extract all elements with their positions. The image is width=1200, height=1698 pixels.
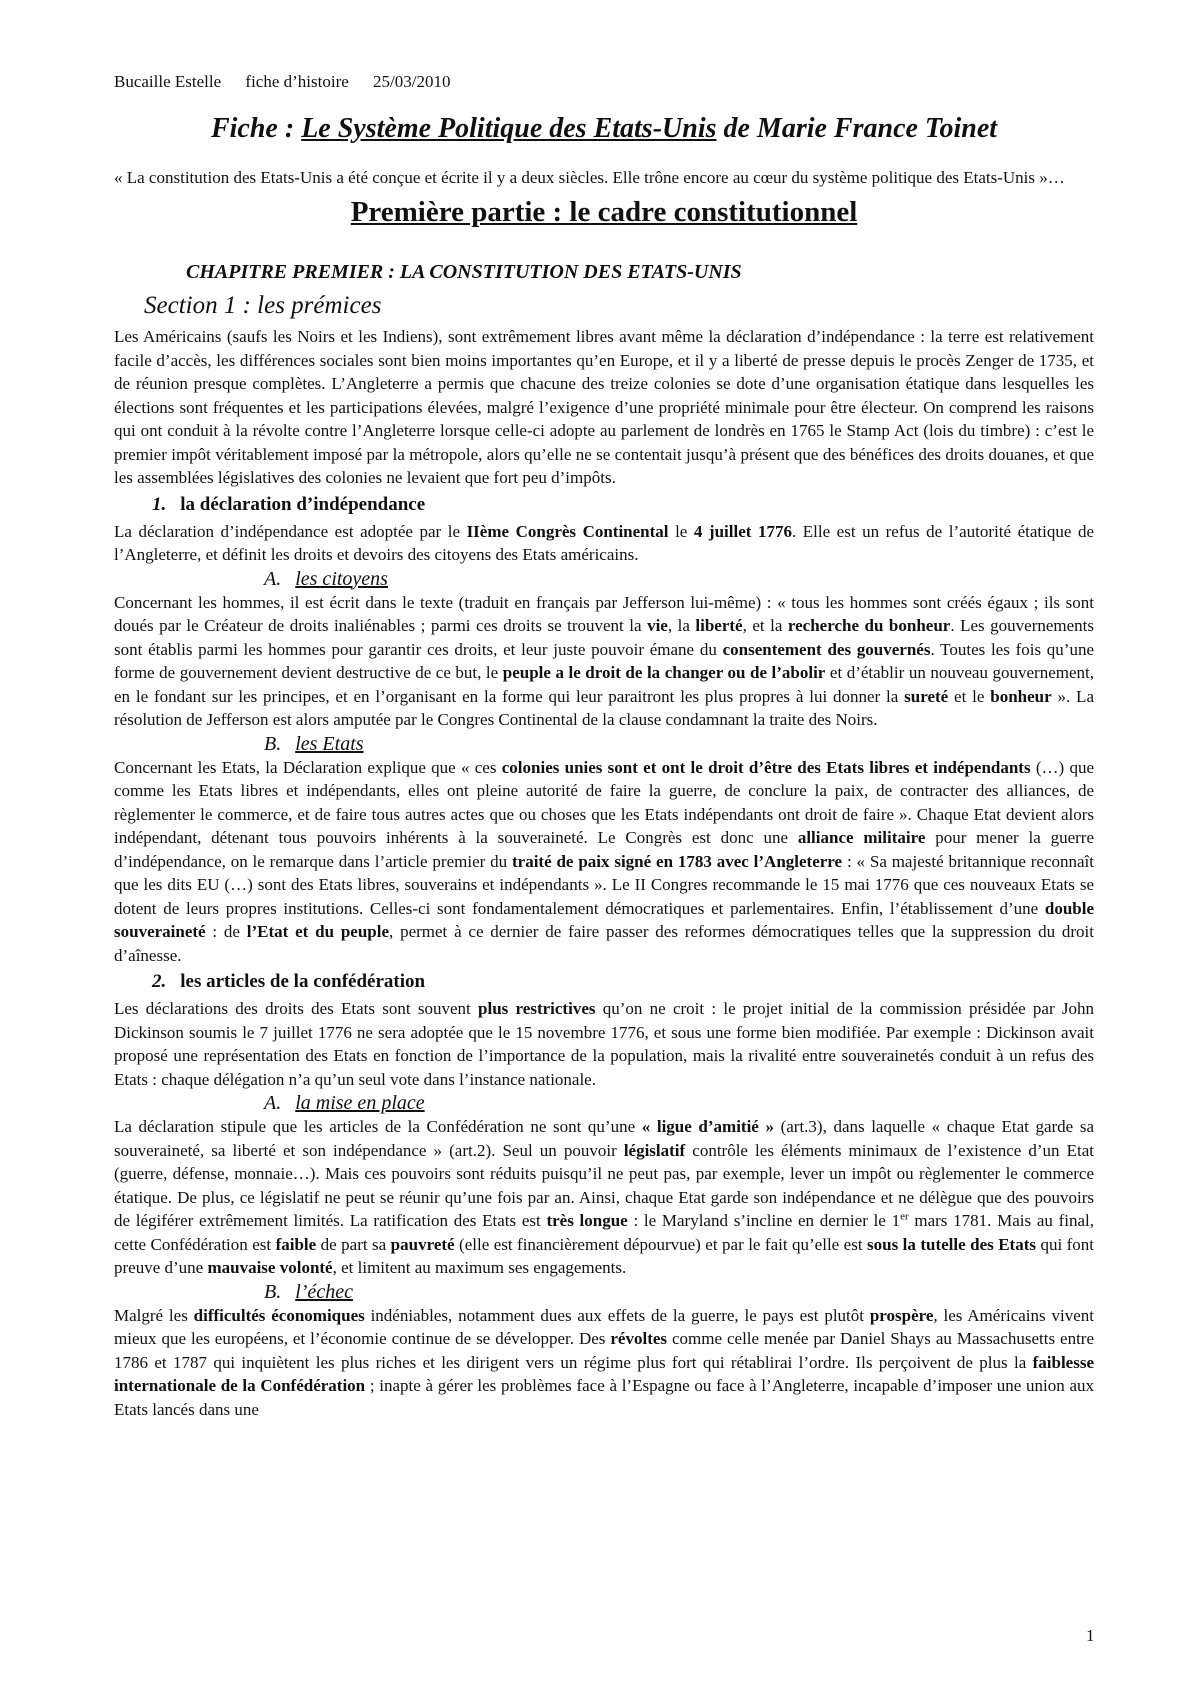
section1-paragraph: Les Américains (saufs les Noirs et les Indiens), sont extrêmement libres avant même la déclaration d’indépendance : la terre est relativement facile d’accès, les différences sociales sont bien moins importantes qu’en Europe, et il y a liberté de presse depuis le procès Zenger de 1735, et de réunion presque complètes. L’Angleterre a permis que chacune des treize colonies se dote d’une organisation étatique dans lesquelles les élections sont fréquentes et les participations élevées, malgré l’exigence d’une propriété minimale pour être électeur. On comprend les raisons qui ont conduit à la révolte contre l’Angleterre lorsque celle-ci adopte au parlement de londrès en 1765 le Stamp Act (lois du timbre) : c’est le premier impôt véritablement imposé par la métropole, alors qu’elle ne se contentait jusqu’à présent que des bénéfices des droits douanes, et que les assemblées législatives des colonies ne levaient que fort peu d’impôts. bbox=[114, 327, 1094, 487]
emphasis: colonies unies sont et ont le droit d’être des Etats libres et indépendants bbox=[501, 757, 1031, 777]
page-number: 1 bbox=[1086, 1626, 1095, 1645]
heading-number: 2. bbox=[152, 971, 167, 992]
emphasis: IIème Congrès Continental bbox=[466, 521, 669, 541]
text: : le Maryland s’incline en dernier le 1 bbox=[627, 1211, 901, 1230]
heading-text: la déclaration d’indépendance bbox=[180, 493, 426, 515]
emphasis: difficultés économiques bbox=[193, 1305, 365, 1325]
title-suffix: de Marie France Toinet bbox=[716, 112, 998, 144]
text: mars 1781. Mais au final, cette Confédération est bbox=[114, 1211, 1095, 1254]
text: indéniables, notamment dues aux effets de la guerre, le pays est plutôt bbox=[364, 1305, 870, 1325]
etats-paragraph bbox=[114, 756, 1094, 968]
emphasis: consentement des gouvernés bbox=[722, 639, 931, 659]
text: ; inapte à gérer les problèmes face à l’Espagne ou face à l’Angleterre, incapable d’imposer une union aux Etats lancés dans une bbox=[114, 1376, 1094, 1419]
emphasis: pauvreté bbox=[390, 1234, 455, 1254]
mise-en-place-paragraph bbox=[114, 1115, 1094, 1280]
subheading-letter: A. bbox=[264, 1092, 282, 1114]
emphasis: l’Etat et du peuple bbox=[246, 922, 390, 941]
header-line bbox=[114, 70, 1094, 94]
text: Concernant les Etats, la Déclaration explique que « ces bbox=[114, 757, 502, 777]
part-title: Première partie : le cadre constitutionnel bbox=[350, 196, 858, 228]
text: La déclaration stipule que les articles de la Confédération ne sont qu’une bbox=[114, 1117, 642, 1136]
subheading-mise-en-place bbox=[264, 1091, 1094, 1115]
text: pour mener la guerre d’indépendance, on le remarque dans l’article premier du bbox=[114, 828, 1094, 871]
text: (…) que comme les Etats libres et indépendants, elles ont pleine autorité de faire la guerre, de conclure la paix, de contracter des alliances, de règlementer le commerce, et de faire tous autres actes que ou choses que les Etats indépendants ont droit de faire ». Chaque Etat devient alors indépendant, détenant tous pouvoirs inhérents à la souveraineté. Le Congrès est donc une bbox=[114, 757, 1094, 847]
subheading-letter: B. bbox=[264, 1280, 282, 1303]
echec-paragraph bbox=[114, 1304, 1094, 1422]
emphasis: vie bbox=[647, 616, 668, 635]
intro-quote: « La constitution des Etats-Unis a été conçue et écrite il y a deux siècles. Elle trône encore au cœur du système politique des Etats-Unis »… bbox=[114, 167, 1065, 187]
emphasis: sous la tutelle des Etats bbox=[867, 1234, 1036, 1254]
emphasis: 4 juillet 1776 bbox=[693, 521, 792, 541]
text: Concernant les hommes, il est écrit dans le texte (traduit en français par Jefferson lui-même) : « tous les hommes sont créés égaux ; ils sont doués par le Créateur de droits inaliénables ; parmi ces droits se trouvent la bbox=[114, 592, 1094, 635]
emphasis: révoltes bbox=[610, 1329, 668, 1348]
text: Les déclarations des droits des Etats sont souvent bbox=[114, 999, 479, 1018]
subheading-text: les citoyens bbox=[295, 567, 388, 590]
emphasis: faible bbox=[275, 1234, 317, 1254]
text: La déclaration d’indépendance est adoptée par le bbox=[114, 521, 467, 541]
declaration-paragraph bbox=[114, 520, 1094, 567]
text: . Les gouvernements sont établis parmi les hommes pour garantir ces droits, et leur juste pouvoir émane du bbox=[114, 616, 1095, 659]
title-book: Le Système Politique des Etats-Unis bbox=[301, 112, 717, 144]
emphasis: liberté bbox=[695, 616, 743, 635]
emphasis: sureté bbox=[904, 686, 949, 706]
text: qui font preuve d’une bbox=[114, 1234, 1095, 1277]
emphasis: très longue bbox=[546, 1211, 628, 1230]
heading-number: 1. bbox=[152, 493, 167, 515]
subheading-letter: B. bbox=[264, 732, 282, 755]
text: qu’on ne croit : le projet initial de la commission présidée par John Dickinson soumis le 7 juillet 1776 ne sera adoptée que le 15 novembre 1776, et sous une forme bien modifiée. Par exemple : Dickinson avait proposé une représentation des Etats en fonction de l’importance de la population, mais la rivalité entre souverainetés conduit à un refus des Etats : chaque délégation n’a qu’un seul vote dans l’instance nationale. bbox=[114, 999, 1095, 1089]
emphasis: législatif bbox=[623, 1140, 686, 1160]
citoyens-paragraph bbox=[114, 591, 1094, 732]
emphasis: faiblesse internationale de la Confédération bbox=[114, 1352, 1094, 1395]
text: ». La résolution de Jefferson est alors amputée par le Congres Continental de la clause condamnant la traite des Noirs. bbox=[114, 686, 1094, 729]
text: : de bbox=[205, 922, 247, 941]
emphasis: peuple a le droit de la changer ou de l’abolir bbox=[502, 663, 826, 682]
emphasis: prospère bbox=[869, 1305, 934, 1325]
document-title bbox=[114, 112, 1094, 146]
text: . Toutes les fois qu’une forme de gouvernement devient destructive de ce but, le bbox=[114, 639, 1095, 682]
text: (art.3), dans laquelle « chaque Etat garde sa souveraineté, sa liberté et son indépendance » (art.2). Seul un pouvoir bbox=[114, 1117, 1094, 1160]
text: de part sa bbox=[316, 1234, 391, 1254]
subheading-letter: A. bbox=[264, 567, 282, 590]
emphasis: recherche du bonheur bbox=[787, 616, 951, 635]
text: (elle est financièrement dépourvue) et par le fait qu’elle est bbox=[454, 1234, 868, 1254]
header-date: 25/03/2010 bbox=[373, 72, 451, 91]
emphasis: bonheur bbox=[990, 686, 1052, 706]
text: . Elle est un refus de l’autorité étatique de l’Angleterre, et définit les droits et devoirs des citoyens des Etats américains. bbox=[114, 521, 1094, 564]
superscript: er bbox=[900, 1210, 909, 1223]
text: , les Américains vivent mieux que les européens, et l’économie continue de se développer. Des bbox=[114, 1305, 1094, 1348]
emphasis: traité de paix signé en 1783 avec l’Angleterre bbox=[511, 851, 843, 871]
text: Malgré les bbox=[114, 1305, 194, 1325]
emphasis: plus restrictives bbox=[478, 999, 596, 1018]
subheading-etats bbox=[264, 732, 1094, 756]
text: contrôle les éléments minimaux de l’existence d’un Etat (guerre, défense, monnaie…). Mais ces pouvoirs sont réduits puisqu’il ne peut pas, par exemple, lever un impôt ou règlementer le commerce étatique. De plus, ce législatif ne peut se réunir qu’une fois par an. Ainsi, chaque Etat garde son indépendance et ne délègue que des pouvoirs de légiférer extrêmement limités. La ratification des Etats est bbox=[114, 1140, 1094, 1230]
subheading-citoyens bbox=[264, 567, 1094, 591]
chapter-title: CHAPITRE PREMIER : LA CONSTITUTION DES ETATS-UNIS bbox=[186, 261, 742, 283]
subheading-text: la mise en place bbox=[295, 1092, 425, 1114]
heading-confederation bbox=[152, 969, 1094, 995]
title-prefix: Fiche : bbox=[210, 112, 302, 144]
text: : « Sa majesté britannique reconnaît que les dits EU (…) sont des Etats libres, souverains et indépendants ». Le II Congres recommande le 15 mai 1776 que ces nouveaux Etats se dotent de leurs propres institutions. Celles-ci sont fondamentalement démocratiques et parlementaires. Enfin, l’établissement d’une bbox=[114, 851, 1094, 918]
emphasis: mauvaise volonté bbox=[207, 1258, 333, 1277]
emphasis: « ligue d’amitié » bbox=[641, 1117, 774, 1136]
text: et d’établir un nouveau gouvernement, en le fondant sur les principes, et en l’organisant en la forme qui leur paraitront les plus propres à lui donner la bbox=[114, 663, 1094, 706]
text: , la bbox=[667, 616, 696, 635]
subheading-text: l’échec bbox=[295, 1280, 353, 1303]
page-content bbox=[114, 70, 1094, 1421]
text: , permet à ce dernier de faire passer des reformes démocratiques telles que la suppression du droit d’aînesse. bbox=[114, 922, 1094, 965]
text: , et la bbox=[742, 616, 788, 635]
section-title: Section 1 : les prémices bbox=[144, 292, 382, 319]
text: le bbox=[668, 521, 694, 541]
subheading-text: les Etats bbox=[295, 732, 364, 755]
heading-text: les articles de la confédération bbox=[180, 971, 426, 992]
header-author: Bucaille Estelle bbox=[114, 72, 222, 91]
emphasis: alliance militaire bbox=[797, 828, 926, 847]
confederation-paragraph bbox=[114, 997, 1094, 1091]
text: , et limitent au maximum ses engagements. bbox=[332, 1258, 627, 1277]
header-subject: fiche d’histoire bbox=[245, 72, 349, 91]
text: et le bbox=[948, 686, 991, 706]
heading-declaration bbox=[152, 492, 1094, 518]
emphasis: double souveraineté bbox=[114, 898, 1094, 941]
text: comme celle menée par Daniel Shays au Massachusetts entre 1786 et 1787 qui inquiètent les plus riches et les dirigent vers un régime plus fort qui rétablirai l’ordre. Ils perçoivent de plus la bbox=[114, 1329, 1095, 1372]
subheading-echec bbox=[264, 1280, 1094, 1304]
